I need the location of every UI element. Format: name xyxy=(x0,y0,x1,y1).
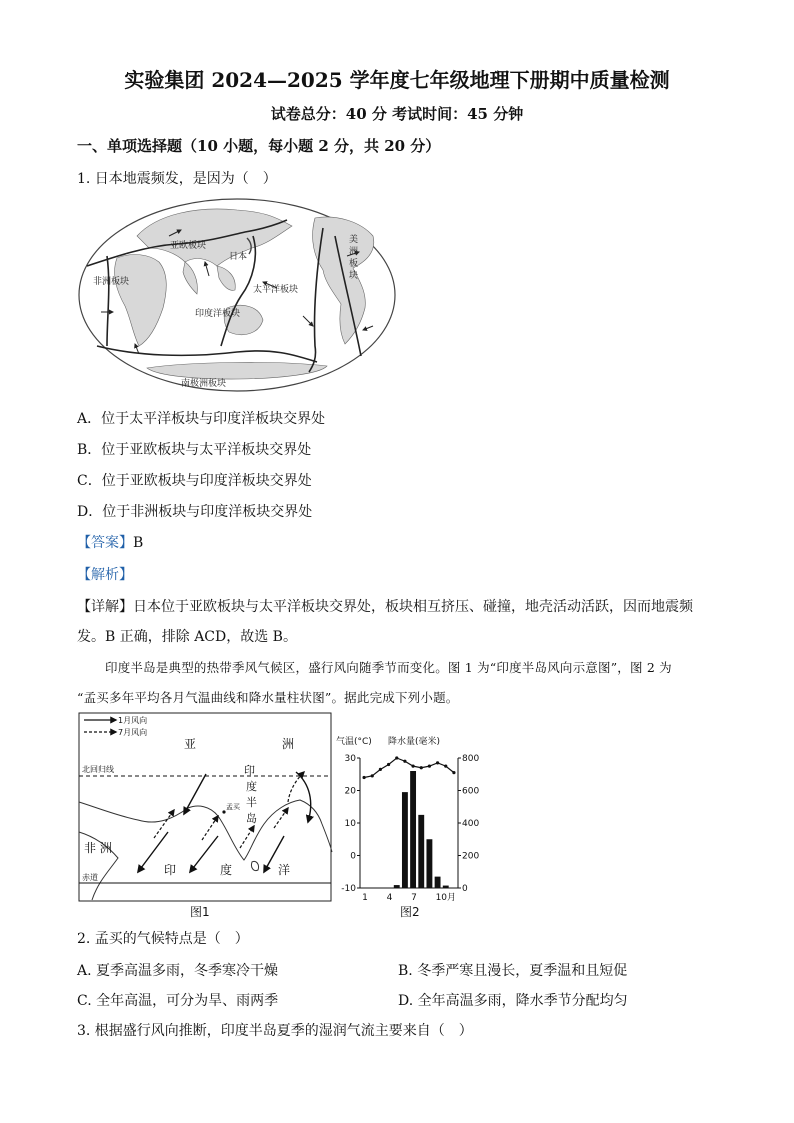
temp-point xyxy=(420,766,423,769)
chart-right-axis-label: 降水量(毫米) xyxy=(388,737,441,747)
q2-option-a: A. 夏季高温多雨，冬季寒冷干燥 xyxy=(77,963,279,979)
temp-tick-label: -10 xyxy=(341,884,356,894)
question-3-stem: 3. 根据盛行风向推断，印度半岛夏季的湿润气流主要来自（ ） xyxy=(77,1023,473,1039)
temp-point xyxy=(371,774,374,777)
month-tick-label: 7 xyxy=(411,893,417,903)
answer-bracket-open: 【 xyxy=(77,535,91,551)
label-japan: 日本 xyxy=(229,252,248,262)
precip-bar xyxy=(426,839,432,888)
analysis-bracket-close: 】 xyxy=(119,567,133,583)
chart-left-axis-label: 气温(°C) xyxy=(336,737,372,747)
precip-bar xyxy=(435,877,441,888)
precip-bar xyxy=(443,886,449,888)
label-zhou-asia: 洲 xyxy=(282,737,295,751)
label-ya: 亚 xyxy=(184,737,197,751)
temp-point xyxy=(387,763,390,766)
answer-value: B xyxy=(133,535,144,551)
label-africa: 非洲板块 xyxy=(93,277,130,287)
precip-bar xyxy=(402,792,408,888)
tropic-label: 北回归线 xyxy=(82,765,114,774)
q2-option-b: B. 冬季严寒且漫长，夏季温和且短促 xyxy=(398,963,628,979)
label-eurasia: 亚欧板块 xyxy=(170,241,207,251)
precip-tick-label: 400 xyxy=(462,819,480,829)
temp-point xyxy=(436,761,439,764)
question-1-stem: 1. 日本地震频发，是因为（ ） xyxy=(77,171,277,187)
answer-line xyxy=(77,532,143,552)
temp-point xyxy=(395,756,398,759)
q1-option-c: C．位于亚欧板块与印度洋板块交界处 xyxy=(77,473,312,489)
label-indian: 印度洋板块 xyxy=(195,309,241,319)
temp-tick-label: 30 xyxy=(344,754,356,764)
temp-tick-label: 10 xyxy=(344,819,356,829)
month-tick-label: 10月 xyxy=(435,893,457,903)
detail-line-2: 发。B 正确，排除 ACD，故选 B。 xyxy=(77,629,297,645)
label-pacific: 太平洋板块 xyxy=(253,285,299,295)
answer-tag: 答案 xyxy=(91,535,119,551)
exam-info: 试卷总分：40 分 考试时间：45 分钟 xyxy=(270,105,524,123)
temp-point xyxy=(452,771,455,774)
label-africa: 非 洲 xyxy=(84,841,112,855)
precip-tick-label: 800 xyxy=(462,754,480,764)
legend-jan-label: 1月风向 xyxy=(118,716,148,725)
figure-1-wind-map xyxy=(78,712,334,920)
plate-map xyxy=(77,196,397,394)
fig1-caption: 图1 xyxy=(190,905,210,919)
precip-bar xyxy=(418,815,424,888)
question-2-stem: 2. 孟买的气候特点是（ ） xyxy=(77,931,249,947)
label-america: 块 xyxy=(349,271,359,281)
label-america: 板 xyxy=(349,259,359,269)
temp-point xyxy=(379,768,382,771)
analysis-tag: 解析 xyxy=(91,567,119,583)
precip-bar xyxy=(394,885,400,888)
temp-point xyxy=(444,765,447,768)
label-ocean-du: 度 xyxy=(220,863,233,877)
q1-option-a: A．位于太平洋板块与印度洋板块交界处 xyxy=(77,411,326,427)
label-america: 美 xyxy=(349,235,359,245)
analysis-bracket-open: 【 xyxy=(77,567,91,583)
chart-caption: 图2 xyxy=(400,905,420,919)
temp-point xyxy=(411,765,414,768)
precip-bar xyxy=(410,771,416,888)
equator-label: 赤道 xyxy=(82,873,98,882)
detail-bracket-close: 】 xyxy=(119,599,133,615)
detail-line-1 xyxy=(77,596,693,616)
label-antarctic: 南极洲板块 xyxy=(181,379,227,389)
temp-tick-label: 20 xyxy=(344,786,356,797)
temp-point xyxy=(428,765,431,768)
q2-option-d: D. 全年高温多雨，降水季节分配均匀 xyxy=(398,993,628,1009)
q1-option-b: B．位于亚欧板块与太平洋板块交界处 xyxy=(77,442,312,458)
precip-tick-label: 0 xyxy=(462,884,468,894)
q1-option-d: D．位于非洲板块与印度洋板块交界处 xyxy=(77,504,313,520)
label-ocean-yang: 洋 xyxy=(278,863,291,877)
q2-option-c: C. 全年高温，可分为旱、雨两季 xyxy=(77,993,279,1009)
section-heading: 一、单项选择题（10 小题，每小题 2 分，共 20 分） xyxy=(77,137,441,155)
label-dao: 岛 xyxy=(246,812,257,825)
temp-point xyxy=(403,760,406,763)
detail-tag: 详解 xyxy=(91,599,119,615)
label-america: 洲 xyxy=(349,247,359,257)
temp-tick-label: 0 xyxy=(350,851,356,862)
label-mumbai: 孟买 xyxy=(226,803,240,811)
legend-jul-label: 7月风向 xyxy=(118,728,148,737)
passage-line-1: 印度半岛是典型的热带季风气候区，盛行风向随季节而变化。图 1 为“印度半岛风向示意图”，图 2 为 xyxy=(105,660,672,675)
label-yin: 印 xyxy=(244,764,255,777)
month-tick-label: 4 xyxy=(386,893,393,903)
answer-bracket-close: 】 xyxy=(119,535,133,551)
passage-line-2: “孟买多年平均各月气温曲线和降水量柱状图”。据此完成下列小题。 xyxy=(77,690,459,705)
page-title: 实验集团 2024—2025 学年度七年级地理下册期中质量检测 xyxy=(124,68,670,92)
figure-2-climate-chart xyxy=(336,730,484,920)
label-du: 度 xyxy=(246,780,257,793)
detail-bracket-open: 【 xyxy=(77,599,91,615)
detail-text-1: 日本位于亚欧板块与太平洋板块交界处，板块相互挤压、碰撞，地壳活动活跃，因而地震频 xyxy=(133,599,693,615)
month-tick-label: 1 xyxy=(362,893,368,903)
precip-tick-label: 200 xyxy=(462,851,480,862)
temp-line xyxy=(364,758,454,778)
label-ban: 半 xyxy=(246,796,257,809)
analysis-line xyxy=(77,564,133,584)
precip-tick-label: 600 xyxy=(462,786,480,797)
label-ocean-yin: 印 xyxy=(164,863,177,877)
mumbai-point xyxy=(222,810,225,813)
temp-point xyxy=(362,776,365,779)
